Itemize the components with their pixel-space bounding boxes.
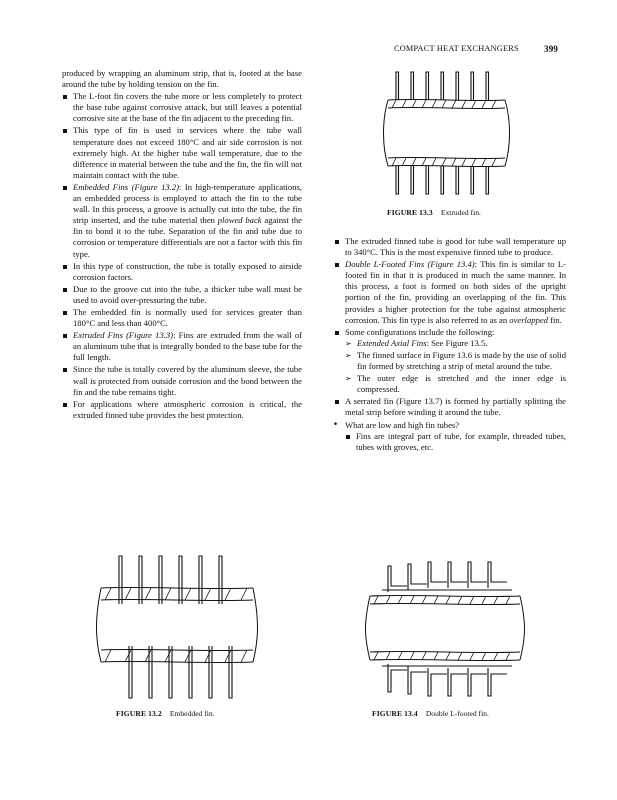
- question-item: • What are low and high fin tubes? Fins are integral part of tube, for example, threaded tubes, tubes with groves, etc.: [333, 419, 566, 452]
- double-l-fins-heading: Double L-Footed Fins (Figure 13.4): [345, 259, 475, 270]
- figure-13-3-extruded-fin: [380, 60, 515, 205]
- list-item: The extruded finned tube is good for tube wall temperature up to 340°C. This is the most expensive finned tube to produce.: [334, 236, 566, 258]
- left-bullet-list: [62, 91, 302, 421]
- config-item: ➢ The outer edge is stretched and the inner edge is compressed.: [345, 373, 566, 395]
- list-item: The embedded fin is normally used for services greater than 180°C and less than 400°C.: [62, 307, 302, 329]
- configuration-list: [345, 338, 566, 395]
- list-item: For applications where atmospheric corrosion is critical, the extruded finned tube provides the best protection.: [62, 399, 302, 421]
- emphasis: overlapped: [509, 314, 548, 325]
- right-column: [334, 236, 566, 453]
- embedded-fins-heading: Embedded Fins (Figure 13.2): [73, 181, 179, 192]
- figure-13-3-caption: FIGURE 13.3 Extruded fin.: [387, 208, 481, 217]
- answer-item: Fins are integral part of tube, for example, threaded tubes, tubes with groves, etc.: [345, 431, 566, 453]
- list-item: Embedded Fins (Figure 13.2): In high-temperature applications, an embedded process is employed to attach the fin to the tube wall. In this process, a groove is actually cut into the tube, the fin strip inserted, and the tube material then plowed back against the fin to bond it to the tube. Separation of the fin and tube due to corrosion or temperature differentials are not a factor with this fin type.: [62, 182, 302, 260]
- emphasis: plowed back: [217, 215, 262, 226]
- figure-13-4-double-l-footed-fin: [360, 552, 530, 704]
- page-number: 399: [544, 44, 559, 54]
- list-item: A serrated fin (Figure 13.7) is formed by partially splitting the metal strip before winding it around the tube.: [334, 396, 566, 418]
- list-item: Since the tube is totally covered by the aluminum sleeve, the tube wall is protected from outside corrosion and the bond between the fin and the tube remains tight.: [62, 364, 302, 397]
- figure-13-2-embedded-fin: [95, 548, 260, 706]
- figure-13-2-caption: FIGURE 13.2 Embedded fin.: [116, 709, 215, 718]
- question-text: What are low and high fin tubes?: [345, 419, 460, 430]
- config-item: ➢ Extended Axial Fins: See Figure 13.5.: [345, 338, 566, 349]
- list-item: This type of fin is used in services where the tube wall temperature does not exceed 180°C and air side corrosion is not extremely high. At the higher tube wall temperature, due to the difference in material between the tube and the fin, the fin will not maintain contact with the tube.: [62, 125, 302, 180]
- running-title: COMPACT HEAT EXCHANGERS: [394, 44, 519, 53]
- config-item: ➢ The finned surface in Figure 13.6 is made by the use of solid fin formed by stretching a strip of metal around the tube.: [345, 350, 566, 372]
- left-column: [62, 68, 302, 422]
- figure-13-4-caption: FIGURE 13.4 Double L-footed fin.: [372, 709, 489, 718]
- list-item: Due to the groove cut into the tube, a thicker tube wall must be used to avoid over-pressuring the tube.: [62, 284, 302, 306]
- list-item: Some configurations include the following: ➢ Extended Axial Fins: See Figure 13.5. ➢ The finned surface in Figure 13.6 is made by the use of solid fin formed by stretching a strip of metal around the tube. ➢ The outer edge is stretched and the inner edge is compressed.: [334, 327, 566, 396]
- right-bullet-list: [334, 236, 566, 419]
- continuation-paragraph: produced by wrapping an aluminum strip, that is, footed at the base around the tube by holding tension on the fin.: [62, 68, 302, 90]
- list-item: The L-foot fin covers the tube more or less completely to protect the base tube against corrosive attack, but still leaves a potential corrosive site at the base of the fin adjacent to the preceding fin.: [62, 91, 302, 124]
- list-item: Double L-Footed Fins (Figure 13.4): This fin is similar to L-footed fin in that it is produced in much the same manner. In this process, a foot is formed on both sides of the upright portion of the fin, providing an overlapping of the fin. This provides a higher protection for the tube against atmospheric corrosion. This fin type is also referred to as an overlapped fin.: [334, 259, 566, 326]
- list-item: Extruded Fins (Figure 13.3): Fins are extruded from the wall of an aluminum tube that is integrally bonded to the base tube for the full length.: [62, 330, 302, 363]
- extruded-fins-heading: Extruded Fins (Figure 13.3): [73, 330, 174, 341]
- list-item: In this type of construction, the tube is totally exposed to airside corrosion factors.: [62, 261, 302, 283]
